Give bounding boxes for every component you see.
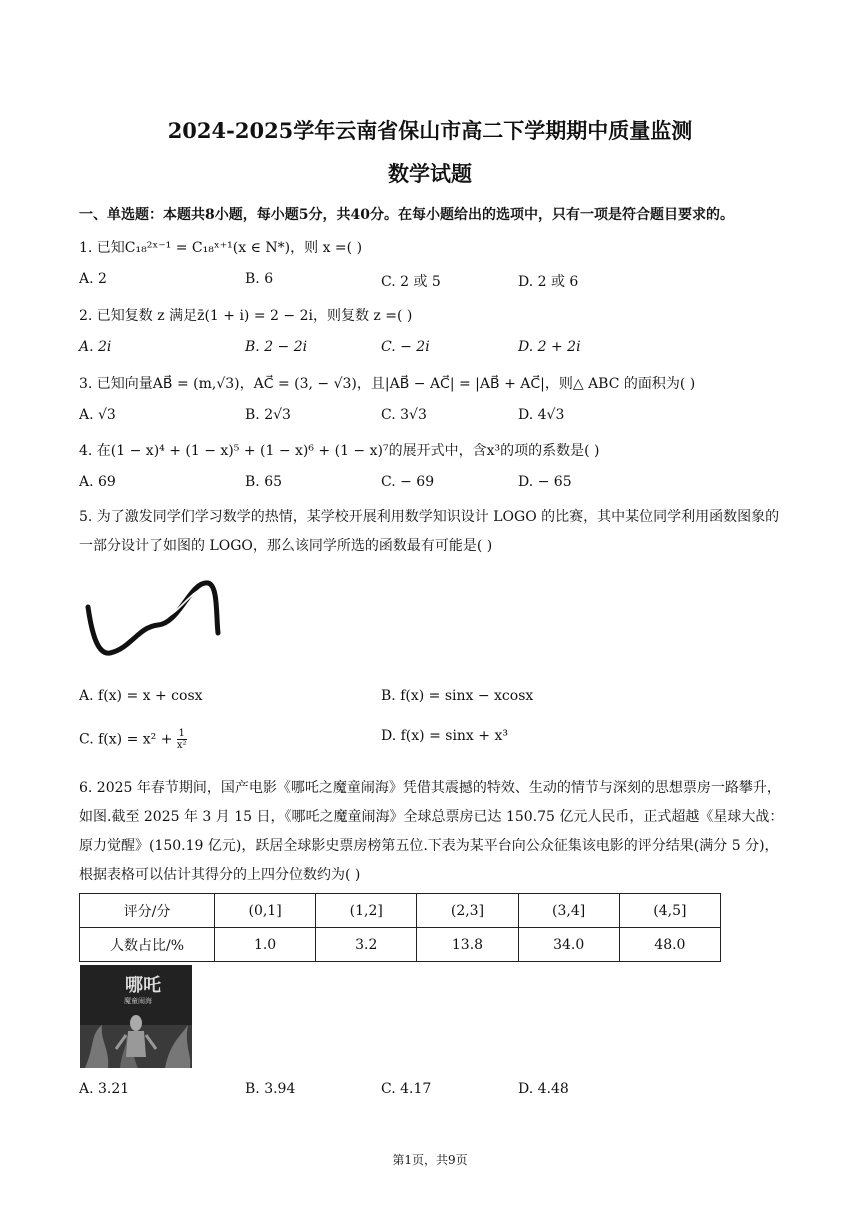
table-cell: 1.0 bbox=[215, 928, 316, 962]
question-4: 4. 在(1 − x)⁴ + (1 − x)⁵ + (1 − x)⁶ + (1 − x)⁷的展开式中，含x³的项的系数是( ) bbox=[79, 443, 600, 459]
q1-option-d: D. 2 或 6 bbox=[518, 274, 579, 290]
q6-option-a: A. 3.21 bbox=[79, 1081, 130, 1097]
table-cell: (2,3] bbox=[417, 894, 518, 928]
q3-option-c: C. 3√3 bbox=[381, 407, 427, 423]
q3-option-a: A. √3 bbox=[79, 407, 116, 423]
question-5: 5. 为了激发同学们学习数学的热情，某学校开展利用数学知识设计 LOGO 的比赛，其中某位同学利用函数图象的一部分设计了如图的 LOGO，那么该同学所选的函数最有可能是( ) bbox=[79, 509, 780, 554]
q6-option-b: B. 3.94 bbox=[245, 1081, 296, 1097]
table-header-cell: 人数占比/% bbox=[80, 928, 215, 962]
q4-option-d: D. − 65 bbox=[518, 474, 572, 490]
q2-option-c: C. − 2i bbox=[381, 339, 430, 355]
q5-option-c-fraction bbox=[177, 728, 187, 751]
poster-subtitle-text: 魔童闹海 bbox=[124, 997, 152, 1005]
movie-poster-image bbox=[80, 965, 192, 1068]
fraction-denominator: x² bbox=[176, 740, 187, 751]
q5-option-c bbox=[79, 728, 187, 751]
table-cell: (3,4] bbox=[518, 894, 619, 928]
q4-option-a: A. 69 bbox=[79, 474, 116, 490]
table-cell: (0,1] bbox=[215, 894, 316, 928]
question-6: 6. 2025 年春节期间，国产电影《哪吒之魔童闹海》凭借其震撼的特效、生动的情节与深刻的思想票房一路攀升，如图.截至 2025 年 3 月 15 日，《哪吒之魔童闹海》全球总票房已达 150.75 亿元人民币，正式超越《星球大战：原力觉醒》(150.19 亿元)，跃居全球影史票房榜第五位.下表为某平台向公众征集该电影的评分结果(满分 5 分)，根据表格可以估计其得分的上四分位数约为( ) bbox=[79, 780, 784, 883]
table-cell: (1,2] bbox=[316, 894, 417, 928]
q6-option-c: C. 4.17 bbox=[381, 1081, 432, 1097]
table-row bbox=[80, 928, 721, 962]
question-2: 2. 已知复数 z 满足z̄(1 + i) = 2 − 2i，则复数 z =( ) bbox=[79, 308, 413, 324]
q1-option-b: B. 6 bbox=[245, 271, 274, 287]
q4-option-b: B. 65 bbox=[245, 474, 283, 490]
page-title: 2024-2025学年云南省保山市高二下学期期中质量监测 bbox=[167, 118, 693, 143]
table-cell: 34.0 bbox=[518, 928, 619, 962]
table-cell: 48.0 bbox=[619, 928, 720, 962]
poster-title-text: 哪吒 bbox=[125, 975, 161, 996]
question-3: 3. 已知向量AB⃗ = (m,√3)，AC⃗ = (3, − √3)，且|AB⃗ − AC⃗| = |AB⃗ + AC⃗|，则△ ABC 的面积为( ) bbox=[79, 376, 696, 392]
fraction-numerator: 1 bbox=[178, 728, 185, 739]
logo-curve-figure bbox=[80, 575, 225, 665]
q2-option-b: B. 2 − 2i bbox=[245, 339, 308, 355]
q3-option-d: D. 4√3 bbox=[518, 407, 565, 423]
q4-option-c: C. − 69 bbox=[381, 474, 435, 490]
q1-option-c: C. 2 或 5 bbox=[381, 274, 441, 290]
q1-option-a: A. 2 bbox=[79, 271, 107, 287]
table-cell: 3.2 bbox=[316, 928, 417, 962]
table-cell: (4,5] bbox=[619, 894, 720, 928]
q3-option-b: B. 2√3 bbox=[245, 407, 291, 423]
q2-option-d: D. 2 + 2i bbox=[518, 339, 581, 355]
table-cell: 13.8 bbox=[417, 928, 518, 962]
q5-option-d: D. f(x) = sinx + x³ bbox=[381, 728, 508, 744]
table-row bbox=[80, 894, 721, 928]
page-subtitle: 数学试题 bbox=[388, 161, 472, 186]
q5-option-c-text: C. f(x) = x² + bbox=[79, 731, 177, 748]
q5-option-a: A. f(x) = x + cosx bbox=[79, 688, 203, 704]
score-table bbox=[79, 893, 721, 962]
table-header-cell: 评分/分 bbox=[80, 894, 215, 928]
q5-option-b: B. f(x) = sinx − xcosx bbox=[381, 688, 534, 704]
q6-option-d: D. 4.48 bbox=[518, 1081, 569, 1097]
section-header: 一、单选题：本题共8小题，每小题5分，共40分。在每小题给出的选项中，只有一项是符合题目要求的。 bbox=[79, 207, 734, 223]
q2-option-a: A. 2i bbox=[79, 339, 112, 355]
question-1: 1. 已知C₁₈²ˣ⁻¹ = C₁₈ˣ⁺¹(x ∈ N*)，则 x =( ) bbox=[79, 240, 363, 256]
page-footer: 第1页，共9页 bbox=[392, 1153, 468, 1167]
